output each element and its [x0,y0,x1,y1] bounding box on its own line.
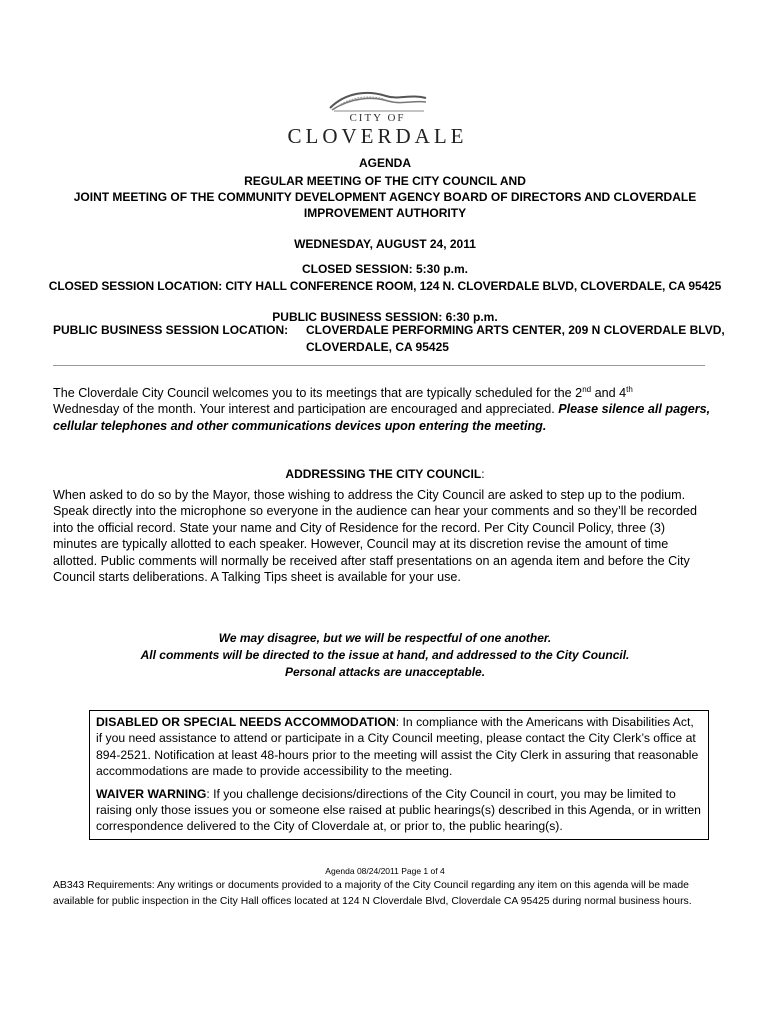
meeting-date: WEDNESDAY, AUGUST 24, 2011 [294,237,476,251]
addressing-heading [40,465,730,483]
regular-meeting-line: REGULAR MEETING OF THE CITY COUNCIL AND [244,174,526,188]
respect-line-3: Personal attacks are unacceptable. [284,665,486,679]
public-session-time: PUBLIC BUSINESS SESSION: 6:30 p.m. [272,310,498,324]
waiver-text: : If you challenge decisions/directions of the City Council in court, you may be limited to raising only those issues you or someone else raised at public hearings(s) described in this Agenda, or in written correspondence delivered to the City of Cloverdale at, or prior to, the public hearing(s). [96,786,701,834]
divider [53,365,705,366]
notice-box [89,710,709,840]
addressing-heading-colon: : [481,467,485,481]
waiver-warning-notice [96,786,702,835]
welcome-sup-th: th [626,384,633,394]
public-location-line1: CLOVERDALE PERFORMING ARTS CENTER, 209 N CLOVERDALE BLVD, [306,323,725,337]
logo-city-of: CITY OF [349,112,406,124]
welcome-text-c: Wednesday of the month. Your interest and participation are encouraged and appreciated. [53,402,559,417]
logo-city-name: CLOVERDALE [287,124,468,148]
respect-line-2: All comments will be directed to the issue at hand, and addressed to the City Council. [140,648,630,662]
public-location-line2: CLOVERDALE, CA 95425 [306,340,449,354]
agenda-title: AGENDA [358,156,411,170]
page-number: Agenda 08/24/2011 Page 1 of 4 [325,866,445,876]
respect-line-1: We may disagree, but we will be respectful of one another. [218,631,552,645]
disabled-text: : In compliance with the Americans with Disabilities Act, if you need assistance to attend or participate in a City Council meeting, please contact the City Clerk’s office at 894-2521. Notification at least 48-hours prior to the meeting will assist the City Clerk in assuring that reasonable accommodations are made to provide accessibility to the meeting. [96,715,699,779]
closed-session-location: CLOSED SESSION LOCATION: CITY HALL CONFERENCE ROOM, 124 N. CLOVERDALE BLVD, CLOVERDALE, CA 95425 [48,279,722,293]
ab343-requirements: AB343 Requirements: Any writings or documents provided to a majority of the City Council regarding any item on this agenda will be made available for public inspection in the City Hall offices located at 124 N Cloverdale Blvd, Cloverdale CA 95425 during normal business hours. [53,880,692,907]
city-logo [270,88,485,154]
hills-logo-icon [328,88,428,112]
public-location-label: PUBLIC BUSINESS SESSION LOCATION: [53,323,289,337]
improvement-authority-line: IMPROVEMENT AUTHORITY [303,206,467,220]
silence-devices-notice: Please silence all pagers, cellular telephones and other communications devices upon entering the meeting. [53,402,711,433]
disabled-label: DISABLED OR SPECIAL NEEDS ACCOMMODATION [96,715,396,729]
closed-session-time: CLOSED SESSION: 5:30 p.m. [301,262,469,276]
disabled-accommodation-notice [96,714,702,780]
waiver-label: WAIVER WARNING [96,786,207,801]
addressing-heading-text: ADDRESSING THE CITY COUNCIL [285,467,482,481]
welcome-text-a: The Cloverdale City Council welcomes you to its meetings that are typically scheduled for the 2 [53,386,583,400]
welcome-paragraph [53,385,711,434]
addressing-paragraph: When asked to do so by the Mayor, those wishing to address the City Council are asked to step up to the podium. Speak directly into the microphone so everyone in the audience can hear your comments and so they’ll be recorded into the official record. State your name and City of Residence for the record. Per City Council Policy, three (3) minutes are typically allotted to each speaker. However, Council may at its discretion revise the amount of time allotted. Public comments will normally be received after staff presentations on an agenda item and before the City Council starts deliberations. A Talking Tips sheet is available for your use. [53,488,698,585]
welcome-sup-nd: nd [582,384,592,394]
welcome-text-b: and 4 [591,386,627,400]
joint-meeting-line: JOINT MEETING OF THE COMMUNITY DEVELOPMENT AGENCY BOARD OF DIRECTORS AND CLOVERDALE [73,190,697,204]
